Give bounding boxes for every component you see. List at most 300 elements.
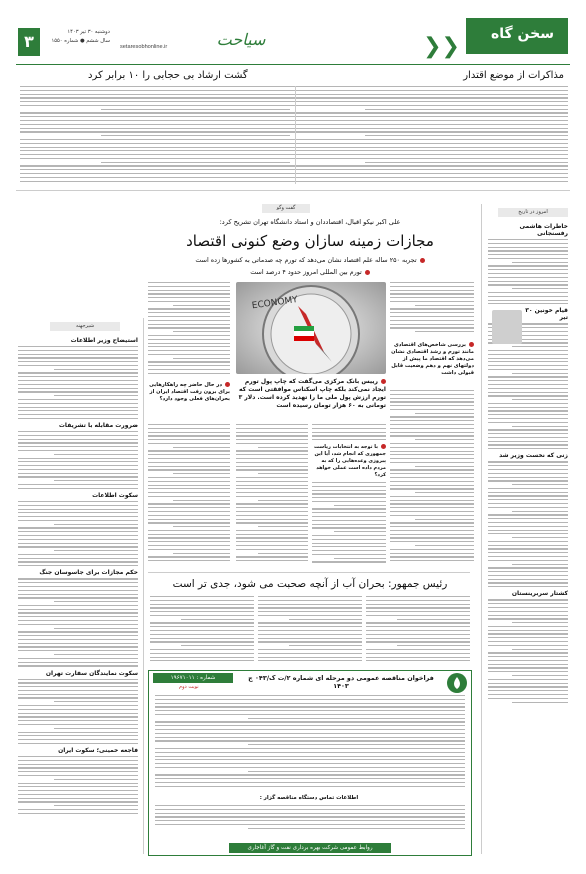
text-line xyxy=(488,418,568,419)
text-line xyxy=(54,395,138,396)
text-line xyxy=(366,641,470,642)
text-line xyxy=(236,443,308,444)
text-line xyxy=(512,346,568,347)
text-line xyxy=(488,444,568,445)
text-line xyxy=(258,553,308,554)
text-line xyxy=(258,622,362,623)
text-line xyxy=(488,522,568,523)
text-line xyxy=(366,607,470,608)
text-line xyxy=(236,496,308,497)
text-line xyxy=(488,247,568,248)
text-line xyxy=(148,346,230,347)
text-line xyxy=(488,477,568,478)
economy-compass-photo xyxy=(236,282,386,374)
text-line xyxy=(312,516,386,517)
text-line xyxy=(148,545,230,546)
text-line xyxy=(488,492,568,493)
text-line xyxy=(512,622,568,623)
bullet-icon xyxy=(381,444,386,449)
water-body-col-2 xyxy=(258,596,362,666)
text-line xyxy=(20,128,290,129)
text-line xyxy=(148,496,230,497)
text-line xyxy=(18,384,138,385)
text-line xyxy=(20,173,290,174)
text-line xyxy=(334,531,386,532)
text-line xyxy=(390,462,474,463)
text-line xyxy=(18,662,138,663)
date-line: دوشنبه ۳۰ تیر ۱۴۰۳ xyxy=(67,29,110,35)
text-line xyxy=(488,690,568,691)
text-line xyxy=(18,609,138,610)
left-story-1-title: استیضاح وزیر اطلاعات xyxy=(70,337,138,344)
text-line xyxy=(390,320,474,321)
text-line xyxy=(512,537,568,538)
text-line xyxy=(150,622,254,623)
text-line xyxy=(18,713,138,714)
text-line xyxy=(18,450,138,451)
text-line xyxy=(488,281,568,282)
text-line xyxy=(148,432,230,433)
text-line xyxy=(18,643,138,644)
text-line xyxy=(512,564,568,565)
text-line xyxy=(278,116,568,117)
text-line xyxy=(512,288,568,289)
text-line xyxy=(488,579,568,580)
text-line xyxy=(148,316,230,317)
text-line xyxy=(512,702,568,703)
text-line xyxy=(148,428,230,429)
text-line xyxy=(488,254,568,255)
text-line xyxy=(278,143,568,144)
text-line xyxy=(390,560,474,561)
text-line xyxy=(18,612,138,613)
issue-line: سال ششم ● شماره ۱۵۵۰ xyxy=(51,38,110,44)
text-line xyxy=(488,473,568,474)
website-url[interactable]: setaresobhonline.ir xyxy=(120,44,168,50)
text-line xyxy=(488,437,568,438)
text-line xyxy=(488,514,568,515)
pull-quote-solutions: در حال حاضر چه راهکارهایی برای برون رفت اقتصاد ایران از بحران‌های فعلی وجود دارد؟ xyxy=(149,382,230,402)
text-line xyxy=(390,324,474,325)
text-line xyxy=(18,650,138,651)
text-line xyxy=(155,820,465,821)
text-line xyxy=(488,637,568,638)
text-line xyxy=(148,327,230,328)
text-line xyxy=(148,458,230,459)
text-line xyxy=(390,428,474,429)
text-line xyxy=(390,477,474,478)
history-story-4-title: کشتار سربرینستان xyxy=(511,590,568,598)
text-line xyxy=(488,488,568,489)
text-line xyxy=(148,365,230,366)
text-line xyxy=(18,350,138,351)
text-line xyxy=(390,416,474,417)
text-line xyxy=(390,398,474,399)
text-line xyxy=(18,624,138,625)
text-line xyxy=(415,545,474,546)
text-line xyxy=(18,431,138,432)
text-line xyxy=(415,519,474,520)
text-line xyxy=(236,432,308,433)
text-line xyxy=(312,554,386,555)
text-line xyxy=(18,476,138,477)
text-line xyxy=(18,388,138,389)
newspaper-logo: سیاحت xyxy=(216,30,266,49)
text-line xyxy=(488,358,568,359)
text-line xyxy=(20,97,290,98)
text-line xyxy=(390,556,474,557)
text-line xyxy=(289,645,362,646)
text-line xyxy=(334,558,386,559)
text-line xyxy=(278,173,568,174)
text-line xyxy=(390,401,474,402)
text-line xyxy=(488,429,568,430)
text-line xyxy=(148,320,230,321)
text-line xyxy=(366,630,470,631)
bullet-icon xyxy=(469,342,474,347)
text-line xyxy=(20,120,290,121)
text-line xyxy=(18,739,138,740)
text-line xyxy=(155,737,465,738)
main-body-col-left xyxy=(148,424,230,568)
text-line xyxy=(18,410,138,411)
text-line xyxy=(488,503,568,504)
text-line xyxy=(148,511,230,512)
text-line xyxy=(390,390,474,391)
text-line xyxy=(278,94,568,95)
text-line xyxy=(236,530,308,531)
text-line xyxy=(488,507,568,508)
text-line xyxy=(512,675,568,676)
text-line xyxy=(236,545,308,546)
text-line xyxy=(150,638,254,639)
text-line xyxy=(390,515,474,516)
text-line xyxy=(278,158,568,159)
text-line xyxy=(18,783,138,784)
text-line xyxy=(334,505,386,506)
tender-round: نوبت دوم xyxy=(179,684,199,690)
text-line xyxy=(18,597,138,598)
text-line xyxy=(155,778,465,779)
text-line xyxy=(488,354,568,355)
text-line xyxy=(20,131,290,132)
text-line xyxy=(18,399,138,400)
text-line xyxy=(397,645,470,646)
text-line xyxy=(236,492,308,493)
text-line xyxy=(312,482,386,483)
text-line xyxy=(488,296,568,297)
text-line xyxy=(155,725,465,726)
date-box xyxy=(44,28,110,54)
text-line xyxy=(18,531,138,532)
text-line xyxy=(512,373,568,374)
text-line xyxy=(18,620,138,621)
text-line xyxy=(18,690,138,691)
text-line xyxy=(155,699,465,700)
text-line xyxy=(258,600,362,601)
text-line xyxy=(488,410,568,411)
text-line xyxy=(148,488,230,489)
text-line xyxy=(488,530,568,531)
photo-label: ECONOMY xyxy=(251,295,299,312)
text-line xyxy=(150,657,254,658)
text-line xyxy=(148,435,230,436)
tender-number: شماره : ۱۹۶۷۱۰۱۱ xyxy=(153,673,233,683)
text-line xyxy=(236,428,308,429)
text-line xyxy=(148,466,230,467)
text-line xyxy=(18,582,138,583)
text-line xyxy=(278,169,568,170)
text-line xyxy=(488,541,568,542)
left-column xyxy=(18,334,138,854)
text-line xyxy=(20,112,290,113)
text-line xyxy=(18,372,138,373)
text-line xyxy=(150,660,254,661)
history-badge: امروز در تاریخ xyxy=(498,208,568,217)
text-line xyxy=(488,667,568,668)
headline-authority: مذاکرات از موضع اقتدار xyxy=(463,70,564,81)
text-line xyxy=(18,724,138,725)
text-line xyxy=(18,775,138,776)
text-line xyxy=(148,530,230,531)
text-line xyxy=(18,516,138,517)
text-line xyxy=(155,782,465,783)
text-line xyxy=(148,534,230,535)
section-banner xyxy=(466,18,568,54)
text-line xyxy=(18,732,138,733)
text-line xyxy=(148,324,230,325)
text-line xyxy=(148,293,230,294)
text-line xyxy=(278,90,568,91)
text-line xyxy=(312,546,386,547)
text-line xyxy=(365,109,568,110)
text-line xyxy=(488,618,568,619)
text-line xyxy=(18,771,138,772)
text-line xyxy=(155,813,465,814)
text-line xyxy=(18,469,138,470)
text-line xyxy=(18,346,138,347)
text-line xyxy=(155,721,465,722)
text-line xyxy=(236,466,308,467)
text-line xyxy=(18,465,138,466)
text-line xyxy=(155,729,465,730)
text-line xyxy=(488,414,568,415)
text-line xyxy=(148,469,230,470)
text-line xyxy=(488,384,568,385)
text-line xyxy=(148,477,230,478)
text-line xyxy=(236,450,308,451)
text-line xyxy=(20,169,290,170)
text-line xyxy=(366,604,470,605)
page-number: ۳ xyxy=(18,28,40,56)
text-line xyxy=(54,701,138,702)
text-line xyxy=(155,695,465,696)
text-line xyxy=(390,282,474,283)
text-line xyxy=(258,447,308,448)
text-line xyxy=(312,550,386,551)
text-line xyxy=(390,496,474,497)
text-line xyxy=(18,686,138,687)
text-line xyxy=(54,480,138,481)
text-line xyxy=(512,484,568,485)
text-line xyxy=(258,526,308,527)
text-line xyxy=(18,439,138,440)
text-line xyxy=(148,549,230,550)
text-line xyxy=(390,420,474,421)
text-line xyxy=(488,556,568,557)
text-line xyxy=(173,553,230,554)
text-line xyxy=(155,824,465,825)
text-line xyxy=(18,435,138,436)
text-line xyxy=(18,767,138,768)
main-body-col-mid-right xyxy=(312,482,386,568)
text-line xyxy=(54,524,138,525)
text-line xyxy=(148,556,230,557)
text-line xyxy=(312,493,386,494)
text-line xyxy=(173,473,230,474)
text-line xyxy=(488,433,568,434)
text-line xyxy=(366,638,470,639)
text-line xyxy=(148,286,230,287)
text-line xyxy=(54,550,138,551)
text-line xyxy=(278,101,568,102)
text-line xyxy=(390,503,474,504)
text-line xyxy=(512,262,568,263)
text-line xyxy=(366,657,470,658)
text-line xyxy=(488,499,568,500)
text-line xyxy=(390,541,474,542)
text-line xyxy=(155,733,465,734)
text-line xyxy=(390,405,474,406)
text-line xyxy=(390,534,474,535)
text-line xyxy=(236,488,308,489)
text-line xyxy=(18,509,138,510)
text-line xyxy=(18,594,138,595)
text-line xyxy=(20,116,290,117)
text-line xyxy=(150,653,254,654)
text-line xyxy=(488,652,568,653)
oil-company-logo xyxy=(447,673,467,693)
main-subhead-1: بررسی شاخص‌های اقتصادی مانند تورم و رشد اقتصادی نشان می‌دهد که اقتصاد ما پیش از دولتهای نهم و دهم وضعیت قابل قبولی داشت xyxy=(391,342,474,376)
text-line xyxy=(148,560,230,561)
text-line xyxy=(366,596,470,597)
text-line xyxy=(488,641,568,642)
text-line xyxy=(312,432,386,433)
text-line xyxy=(18,365,138,366)
text-line xyxy=(20,143,290,144)
text-line xyxy=(488,683,568,684)
text-line xyxy=(390,297,474,298)
text-line xyxy=(415,413,474,414)
text-line xyxy=(18,446,138,447)
text-line xyxy=(390,286,474,287)
text-line xyxy=(18,790,138,791)
text-line xyxy=(366,634,470,635)
interview-badge: گفت وگو xyxy=(262,204,310,213)
text-line xyxy=(18,635,138,636)
text-line xyxy=(54,369,138,370)
text-line xyxy=(18,558,138,559)
text-line xyxy=(18,813,138,814)
text-line xyxy=(488,518,568,519)
text-line xyxy=(236,519,308,520)
text-line xyxy=(390,409,474,410)
text-line xyxy=(258,604,362,605)
text-line xyxy=(148,335,230,336)
text-line xyxy=(488,448,568,449)
text-line xyxy=(366,622,470,623)
text-line xyxy=(488,571,568,572)
text-line xyxy=(415,492,474,493)
text-line xyxy=(148,503,230,504)
text-line xyxy=(150,649,254,650)
pull-quote-central-bank: رییس بانک مرکزی می‌گفت که چاپ پول تورم ایجاد نمی‌کند بلکه چاپ اسکناس موافقتی است که تورم ارزش پول ملی ما را تهدید کرده است. دلار ۳ تومانی به ۶۰ هزار تومان رسیده است xyxy=(238,378,386,409)
text-line xyxy=(488,686,568,687)
text-line xyxy=(18,391,138,392)
text-line xyxy=(278,105,568,106)
text-line xyxy=(312,561,386,562)
text-line xyxy=(488,698,568,699)
text-line xyxy=(390,549,474,550)
tender-contact-lines xyxy=(155,805,465,831)
text-line xyxy=(18,679,138,680)
text-line xyxy=(155,763,465,764)
text-line xyxy=(488,441,568,442)
text-line xyxy=(54,779,138,780)
text-line xyxy=(390,500,474,501)
text-line xyxy=(488,480,568,481)
text-line xyxy=(18,546,138,547)
text-line xyxy=(390,293,474,294)
text-line xyxy=(54,728,138,729)
text-line xyxy=(20,139,290,140)
text-line xyxy=(390,458,474,459)
text-line xyxy=(150,611,254,612)
text-line xyxy=(258,596,362,597)
main-body-col-mid-right-top xyxy=(312,424,386,444)
text-line xyxy=(150,630,254,631)
text-line xyxy=(173,447,230,448)
text-line xyxy=(415,439,474,440)
text-line xyxy=(390,473,474,474)
text-line xyxy=(18,473,138,474)
text-line xyxy=(488,526,568,527)
text-line xyxy=(148,361,230,362)
text-line xyxy=(365,162,568,163)
text-line xyxy=(488,303,568,304)
text-line xyxy=(155,710,465,711)
text-line xyxy=(488,626,568,627)
text-line xyxy=(18,694,138,695)
text-line xyxy=(278,154,568,155)
text-line xyxy=(148,308,230,309)
text-line xyxy=(390,511,474,512)
text-line xyxy=(155,767,465,768)
text-line xyxy=(390,553,474,554)
main-kicker: علی اکبر نیکو اقبال، اقتصاددان و استاد دانشگاه تهران تشریح کرد: xyxy=(219,218,401,226)
text-line xyxy=(278,124,568,125)
text-line xyxy=(390,308,474,309)
text-line xyxy=(20,147,290,148)
text-line xyxy=(148,443,230,444)
text-line xyxy=(101,162,290,163)
text-line xyxy=(18,764,138,765)
text-line xyxy=(236,435,308,436)
text-line xyxy=(488,369,568,370)
text-line xyxy=(488,269,568,270)
text-line xyxy=(488,656,568,657)
text-line xyxy=(155,816,465,817)
